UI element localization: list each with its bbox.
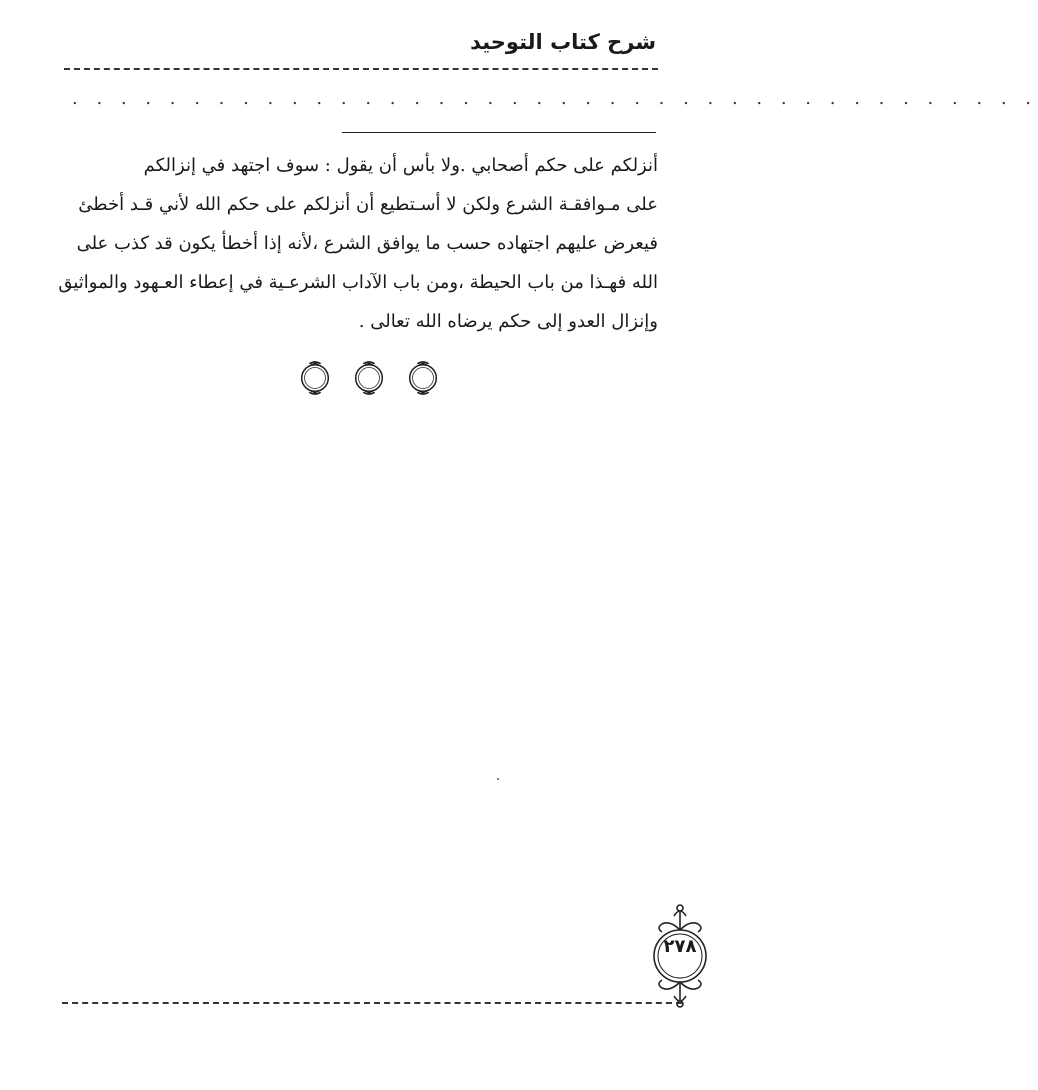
body-line: وإنزال العدو إلى حكم يرضاه الله تعالى . <box>358 311 658 332</box>
floral-ornament-icon <box>404 359 442 397</box>
dotted-separator: . . . . . . . . . . . . . . . . . . . . . . . . . . . . . . . . . . . . . . . . <box>72 88 1038 109</box>
body-line: فيعرض عليهم اجتهاده حسب ما يوافق الشرع ،لأنه إذا أخطأ يكون قد كذب على <box>76 233 658 254</box>
body-line: أنزلكم على حكم أصحابي .ولا بأس أن يقول : سوف اجتهد في إنزالكم <box>143 155 658 176</box>
footer-divider <box>62 1002 682 1004</box>
page-number-badge <box>640 894 720 1014</box>
floral-ornament-icon <box>350 359 388 397</box>
print-speck <box>497 778 499 780</box>
body-line: الله فهـذا من باب الحيطة ،ومن باب الآداب الشرعـية في إعطاء العـهود والمواثيق <box>58 272 658 293</box>
floral-ornament-icon <box>296 359 334 397</box>
footnote-rule <box>342 132 656 133</box>
running-title: شرح كتاب التوحيد <box>470 30 656 54</box>
page-number: ٢٧٨ <box>663 936 697 957</box>
body-line: على مـوافقـة الشرع ولكن لا أسـتطيع أن أنزلكم على حكم الله لأني قـد أخطئ <box>78 194 658 215</box>
header-divider <box>64 68 658 70</box>
body-paragraph <box>58 146 658 341</box>
section-end-ornaments <box>296 358 442 398</box>
